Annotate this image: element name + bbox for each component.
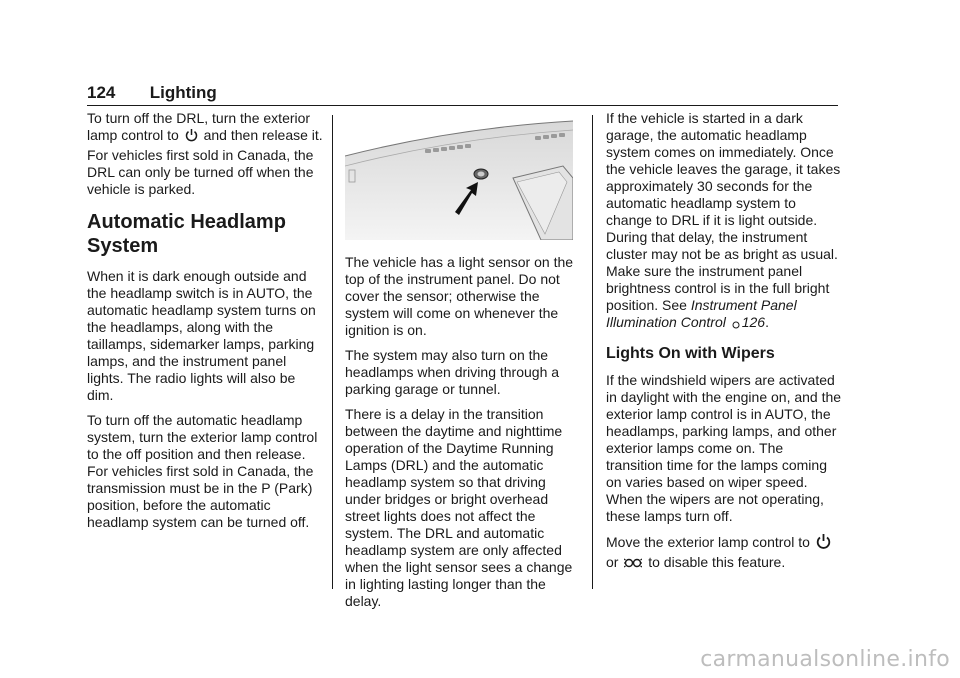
paragraph-light-sensor: The vehicle has a light sensor on the top of the instrument panel. Do not cover the sensor; otherwise the system will come on whenever the ignition is on. xyxy=(345,254,574,338)
paragraph-disable-feature: Move the exterior lamp control to or to disable this feature. xyxy=(606,533,842,574)
paragraph-auto-description: When it is dark enough outside and the headlamp switch is in AUTO, the automatic headlamp system turns on the headlamps, along with the taillamps, sidemarker lamps, parking lamps, and the instrument panel lights. The radio lights will also be dim. xyxy=(87,268,316,403)
parking-lamps-icon xyxy=(624,556,642,574)
column-1 xyxy=(87,110,323,539)
paragraph-garage-tunnel: The system may also turn on the headlamps when driving through a parking garage or tunnel. xyxy=(345,347,560,397)
section-heading-automatic-headlamp: Automatic Headlamp System xyxy=(87,211,286,257)
paragraph-wipers: If the windshield wipers are activated in daylight with the engine on, and the exterior lamp control is in AUTO, the headlamps, parking lamps, and other exterior lamps come on. The transition time for the lamps coming on varies based on wiper speed. When the wipers are not operating, these lamps turn off. xyxy=(606,372,842,524)
paragraph-dark-garage: If the vehicle is started in a dark garage, the automatic headlamp system comes on immediately. Once the vehicle leaves the garage, it takes approximately 30 seconds for the automatic headlamp system to change to DRL if it is light outside. During that delay, the instrument cluster may not be as bright as usual. Make sure the instrument panel brightness control is in the full bright position. See Instrument Panel Illumination Control 126. xyxy=(606,110,842,334)
page-reference-icon xyxy=(732,317,740,334)
column-3 xyxy=(606,110,842,582)
paragraph-transition-delay: There is a delay in the transition between the daytime and nighttime operation of the Daytime Running Lamps (DRL) and the automatic headlamp system so that driving under bridges or bright overhead street lights does not affect the system. The DRL and automatic headlamp system are only affected when the light sensor sees a change in lighting lasting longer than the delay. xyxy=(345,406,573,609)
column-divider xyxy=(332,115,333,589)
page-header xyxy=(87,83,838,106)
column-2 xyxy=(345,110,577,618)
page-number: 124 xyxy=(87,83,116,102)
cross-reference-link[interactable]: Instrument Panel Illumination Control xyxy=(606,297,797,330)
power-off-icon xyxy=(816,533,831,554)
section-title: Lighting xyxy=(149,83,217,102)
cross-reference-page[interactable]: 126 xyxy=(741,314,766,330)
power-off-icon xyxy=(185,128,198,147)
column-divider xyxy=(592,115,593,589)
section-heading-lights-wipers: Lights On with Wipers xyxy=(606,345,775,362)
watermark: carmanualsonline.info xyxy=(700,647,950,672)
light-sensor-illustration xyxy=(345,116,573,240)
paragraph-drl-off: To turn off the DRL, turn the exterior lamp control to and then release it. For vehicles first sold in Canada, the DRL can only be turned off when the vehicle is parked. xyxy=(87,110,323,197)
paragraph-auto-turn-off: To turn off the automatic headlamp system, turn the exterior lamp control to the off position and then release. For vehicles first sold in Canada, the transmission must be in the P (Park) position, before the automatic headlamp system can be turned off. xyxy=(87,412,318,530)
